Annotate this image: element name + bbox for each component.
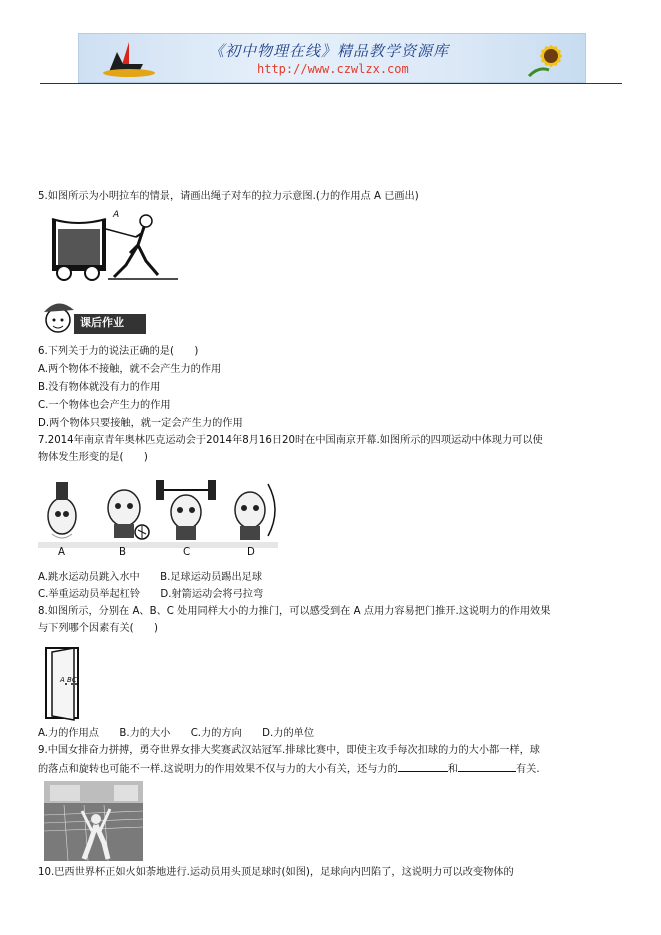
q8-options: A.力的作用点 B.力的大小 C.力的方向 D.力的单位 [38, 728, 314, 739]
q9-line2-part3: 有关. [516, 764, 540, 775]
archer-mascot [235, 484, 275, 540]
q5-text: 5.如图所示为小明拉车的情景，请画出绳子对车的拉力示意图.(力的作用点 A 已画出) [38, 191, 419, 202]
logo-icon [99, 38, 159, 78]
q9-volleyball-photo [44, 781, 143, 861]
q9-line2-part1: 的落点和旋转也可能不一样.这说明力的作用效果不仅与力的大小有关，还与力的 [38, 764, 398, 775]
weightlifter-mascot [156, 480, 216, 540]
sunflower-icon [519, 36, 579, 80]
q7-sports-figure [38, 470, 278, 562]
q6-option-b: B.没有物体就没有力的作用 [38, 382, 161, 393]
q9-blank-2[interactable] [458, 761, 516, 772]
football-mascot [108, 490, 149, 539]
q7-label-d: D [247, 547, 255, 558]
q6-option-d: D.两个物体只要接触，就一定会产生力的作用 [38, 418, 243, 429]
q8-stem-line1: 8.如图所示，分别在 A、B、C 处用同样大小的力推门，可以感受到在 A 点用力容易把门推开.这说明力的作用效果 [38, 606, 551, 617]
q7-label-b: B [119, 547, 126, 558]
banner-url[interactable]: http://www.czwlzx.com [257, 62, 409, 76]
q8-door-labels: A BC [60, 676, 77, 684]
header-banner [78, 33, 586, 83]
homework-badge-text: 课后作业 [80, 316, 124, 329]
q10-text: 10.巴西世界杯正如火如荼地进行.运动员用头顶足球时(如图)，足球向内凹陷了，这说明力可以改变物体的 [38, 867, 514, 878]
q7-options-line2: C.举重运动员举起杠铃 D.射箭运动会将弓拉弯 [38, 589, 264, 600]
q7-label-a: A [58, 547, 65, 558]
diver-mascot [48, 482, 76, 538]
q7-stem-line2: 物体发生形变的是( ) [38, 452, 148, 463]
q6-option-a: A.两个物体不接触，就不会产生力的作用 [38, 364, 222, 375]
header-rule [40, 83, 622, 84]
banner-title: 《初中物理在线》精品教学资源库 [209, 42, 450, 60]
q7-options-line1: A.跳水运动员跳入水中 B.足球运动员踢出足球 [38, 572, 263, 583]
q9-line2 [38, 761, 540, 777]
q7-stem-line1: 7.2014年南京青年奥林匹克运动会于2014年8月16日20时在中国南京开幕.如图所示的四项运动中体现力可以使 [38, 435, 543, 446]
q9-blank-1[interactable] [398, 761, 448, 772]
q9-line2-part2: 和 [447, 764, 458, 775]
q7-label-c: C [183, 547, 191, 558]
q9-line1: 9.中国女排奋力拼搏，勇夺世界女排大奖赛武汉站冠军.排球比赛中，即使主攻手每次扣球的力的大小都一样，球 [38, 745, 540, 756]
q6-option-c: C.一个物体也会产生力的作用 [38, 400, 171, 411]
q8-stem-line2: 与下列哪个因素有关( ) [38, 623, 159, 634]
q6-stem: 6.下列关于力的说法正确的是( ) [38, 346, 199, 357]
q5-point-a-label: A [113, 210, 120, 220]
